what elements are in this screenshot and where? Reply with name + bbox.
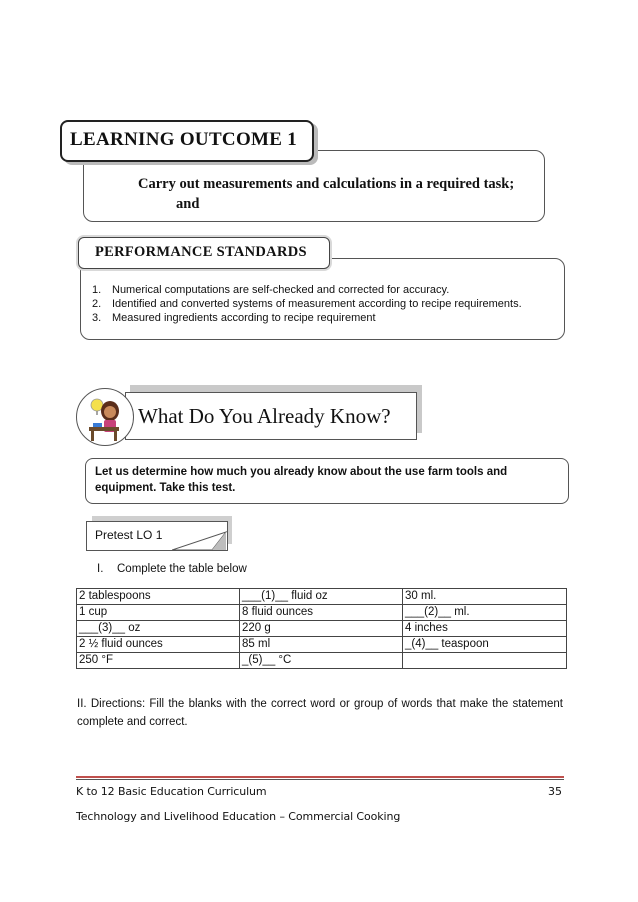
learning-outcome-line1: Carry out measurements and calculations in a required task;: [138, 176, 515, 192]
what-do-you-know-heading: What Do You Already Know?: [138, 404, 391, 428]
performance-standards-tab: [78, 237, 330, 269]
performance-standards-heading: PERFORMANCE STANDARDS: [95, 244, 307, 260]
pretest-label: Pretest LO 1: [95, 528, 163, 542]
list-item: 1. Numerical computations are self-checked and corrected for accuracy.: [92, 284, 450, 296]
table-row: 1 cup 8 fluid ounces ___(2)__ ml.: [77, 605, 567, 621]
list-item: 3. Measured ingredients according to recipe requirement: [92, 312, 376, 324]
learning-outcome-tab: [60, 120, 314, 162]
page-fold-icon: [172, 531, 228, 551]
performance-standards-list: [92, 283, 522, 325]
footer-divider: [76, 776, 564, 778]
part2-directions: II. Directions: Fill the blanks with the correct word or group of words that make the statement complete and correct.: [77, 698, 563, 728]
intro-text: Let us determine how much you already know about the use farm tools and equipment. Take this test.: [95, 466, 508, 494]
list-item: 2. Identified and converted systems of measurement according to recipe requirements.: [92, 298, 522, 310]
conversion-table: [76, 588, 567, 669]
student-mascot-icon: [76, 388, 134, 446]
learning-outcome-line2: and: [176, 196, 200, 212]
footer-divider-thin: [76, 779, 564, 780]
what-do-you-know-banner: [125, 392, 417, 440]
table-row: ___(3)__ oz 220 g 4 inches: [77, 621, 567, 637]
footer-curriculum: K to 12 Basic Education Curriculum: [76, 785, 267, 798]
learning-outcome-text: [138, 174, 538, 214]
page-number: 35: [548, 785, 562, 798]
footer-subject: Technology and Livelihood Education – Commercial Cooking: [76, 810, 401, 823]
table-row: 2 ½ fluid ounces 85 ml _(4)__ teaspoon: [77, 637, 567, 653]
part1-instruction: I. Complete the table below: [97, 563, 247, 575]
table-row: 250 °F _(5)__ °C: [77, 653, 567, 669]
table-row: 2 tablespoons ___(1)__ fluid oz 30 ml.: [77, 589, 567, 605]
learning-outcome-heading: LEARNING OUTCOME 1: [70, 129, 298, 150]
